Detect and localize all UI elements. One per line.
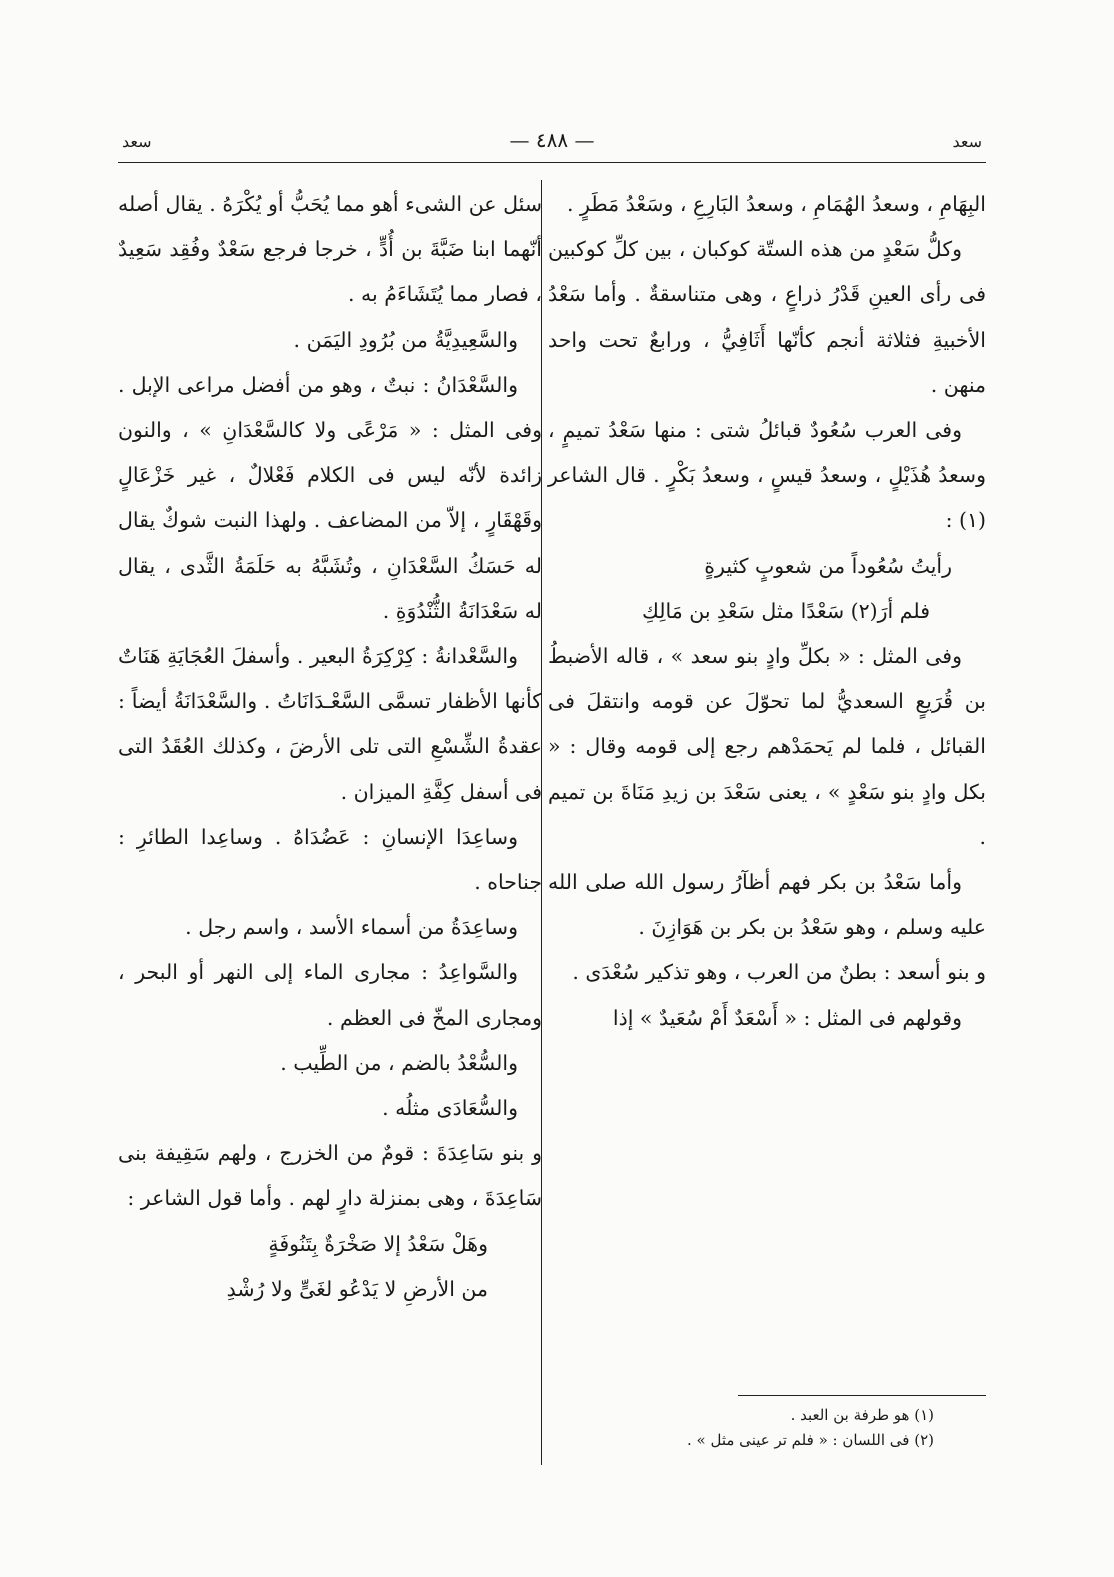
paragraph: وفى المثل : « بكلِّ وادٍ بنو سعد » ، قاله الأضبطُ بن قُرَيعٍ السعديُّ لما تحوّلَ عن قومه وانتقلَ فى القبائل ، فلما لم يَحمَدْهم رجع إلى قومه وقال : « بكل وادٍ بنو سَعْدٍ » ، يعنى سَعْدَ بن زيدِ مَنَاةَ بن تميم . — [548, 644, 986, 849]
paragraph: وفى العرب سُعُودٌ قبائلُ شتى : منها سَعْدُ تميمٍ ، وسعدُ هُذَيْلٍ ، وسعدُ قيسٍ ، وسعدُ بَكْرٍ . قال الشاعر (١) : — [548, 418, 986, 533]
paragraph: وساعِدَةُ من أسماء الأسد ، واسم رجل . — [185, 915, 518, 940]
paragraph: والسَّواعِدُ : مجارى الماء إلى النهر أو البحر ، ومجارى المخّ فى العظم . — [118, 960, 542, 1030]
paragraph: وقولهم فى المثل : « أَسْعَدٌ أَمْ سُعَيدٌ » إذا — [612, 1005, 962, 1030]
paragraph: والسَّعْدانةُ : كِرْكِرَةُ البعير . وأسفلَ العُجَايَةِ هَنَاتٌ كأنها الأظفار تسمَّى السَّعْـدَانَاتُ . والسَّعْدَانَةُ أيضاً : عقدةُ الشِّسْعِ التى تلى الأرضَ ، وكذلك العُقَدُ التى فى أسفل كِفَّةِ الميزان . — [118, 644, 542, 804]
paragraph: والسَّعْدَانُ : نبتٌ ، وهو من أفضل مراعى الإبل . وفى المثل : « مَرْعًى ولا كالسَّعْدَانِ » ، والنون زائدة لأنّه ليس فى الكلام فَعْلالٌ ، غير خَزْعَالٍ وقَهْقَارٍ ، إلاّ من المضاعف . ولهذا النبت شوكٌ يقال له حَسَكُ السَّعْدَانِ ، وتُشَبَّهُ به حَلَمَةُ الثَّدى ، يقال له سَعْدَانَةُ الثُّنْدُوَةِ . — [118, 372, 542, 623]
header-rule — [118, 162, 986, 163]
paragraph: و بنو أسعد : بطنٌ من العرب ، وهو تذكير سُعْدَى . — [572, 960, 986, 985]
verse-line: فلم أرَ(٢) سَعْدًا مثل سَعْدِ بن مَالِكِ — [641, 598, 930, 623]
paragraph: وأما سَعْدُ بن بكر فهم أظآرُ رسول الله صلى الله عليه وسلم ، وهو سَعْدُ بن بكر بن هَوَازِنَ . — [548, 870, 986, 940]
paragraph: و بنو سَاعِدَةَ : قومٌ من الخزرج ، ولهم سَقِيفة بنى سَاعِدَةَ ، وهى بمنزلة دارٍ لهم . وأما قول الشاعر : — [118, 1141, 542, 1211]
running-head-right: سعد — [952, 132, 982, 151]
footnotes — [548, 1403, 986, 1453]
page-header — [118, 128, 986, 162]
paragraph: البِهَامِ ، وسعدُ الهُمَامِ ، وسعدُ البَارِعِ ، وسَعْدُ مَطَرٍ . — [566, 192, 986, 216]
left-column — [118, 182, 542, 1312]
footnote-rule — [738, 1395, 986, 1396]
paragraph: سئل عن الشىء أهو مما يُحَبُّ أو يُكْرَهُ . يقال أصله أنّهما ابنا ضَبَّةَ بن أُدٍّ ، خرجا فرجع سَعْدٌ وفُقِد سَعِيدٌ ، فصار مما يُتَشَاءَمُ به . — [118, 192, 542, 307]
paragraph: والسُّعَادَى مثلُه . — [382, 1096, 518, 1121]
verse-line: وهَلْ سَعْدُ إلا صَخْرَةٌ بِتَنُوفَةٍ — [268, 1231, 488, 1256]
right-column — [548, 182, 986, 1041]
paragraph: وساعِدَا الإنسانِ : عَضُدَاهُ . وساعِدا الطائرِ : جناحاه . — [118, 824, 542, 895]
footnote: (١) هو طرفة بن العبد . — [790, 1406, 934, 1424]
verse-line: رأيتُ سُعُوداً من شعوبٍ كثيرةٍ — [704, 553, 952, 578]
footnote: (٢) فى اللسان : « فلم تر عينى مثل » . — [687, 1431, 934, 1449]
paragraph: وكلُّ سَعْدٍ من هذه الستّة كوكبان ، بين كلِّ كوكبين فى رأى العينِ قَدْرُ ذراعٍ ، وهى متناسقةٌ . وأما سَعْدُ الأخبيةِ فثلاثة أنجم كأنّها أَثَافِيُّ ، ورابعٌ تحت واحد منهن . — [548, 237, 986, 397]
paragraph: والسَّعِيدِيَّةُ من بُرُودِ اليَمَن . — [293, 327, 518, 352]
paragraph: والسُّعْدُ بالضم ، من الطِّيب . — [280, 1050, 518, 1075]
verse-line: من الأرضِ لا يَدْعُو لغَىٍّ ولا رُشْدِ — [226, 1276, 488, 1301]
page-number: — ٤٨٨ — — [509, 128, 595, 152]
running-head-left: سعد — [122, 132, 152, 151]
